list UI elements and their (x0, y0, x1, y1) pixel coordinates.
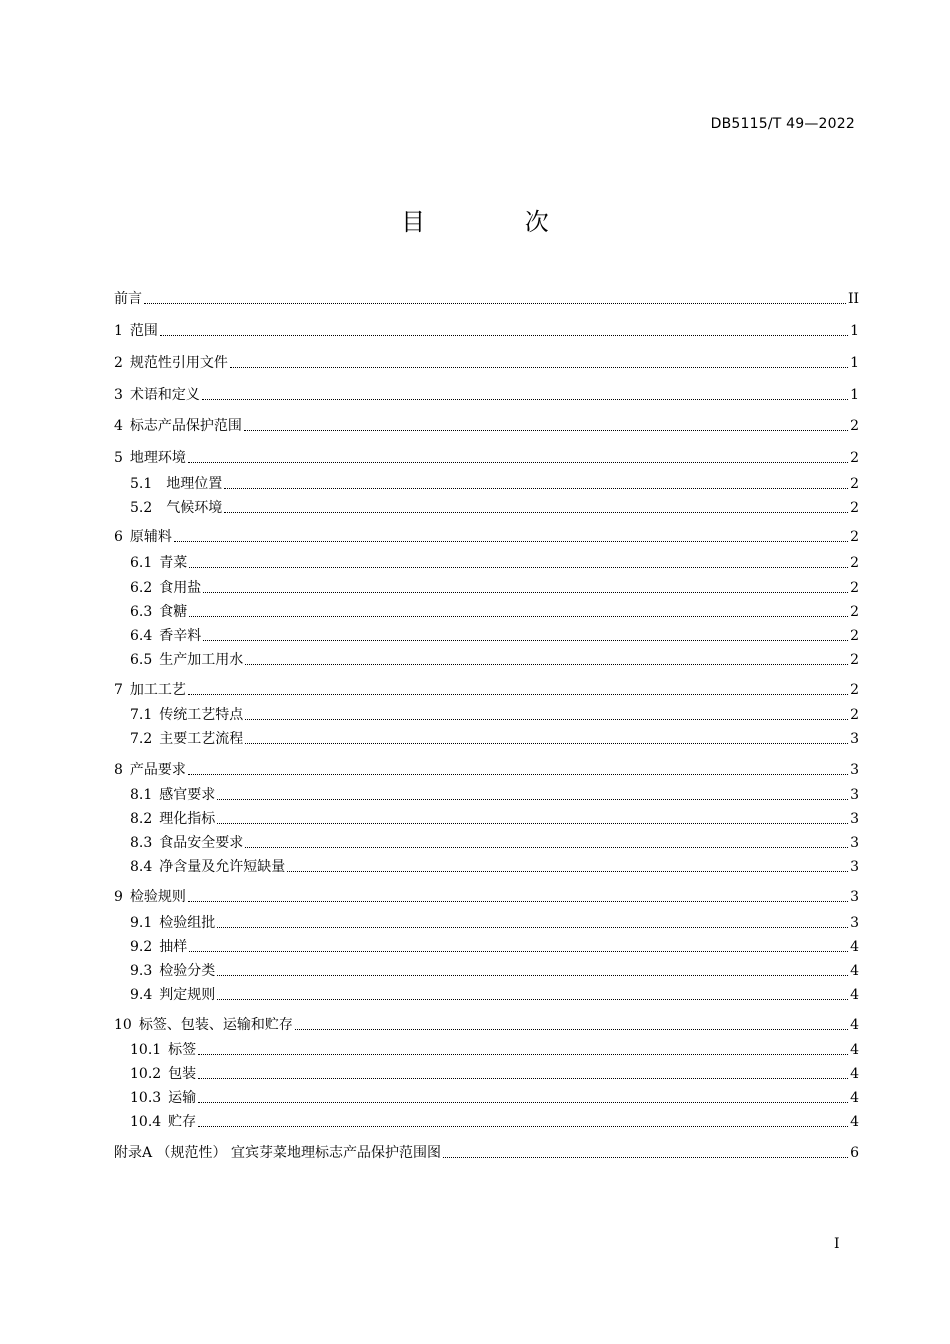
dot-leader (217, 974, 848, 976)
toc-entry-label: 标签 (168, 1042, 197, 1058)
dot-leader (217, 926, 848, 928)
toc-entry[interactable] (130, 857, 859, 877)
toc-entry-title (130, 729, 243, 749)
toc-entry-number: 5.2 (130, 500, 153, 516)
dot-leader (217, 822, 848, 824)
toc-entry-page: 3 (850, 859, 859, 875)
toc-entry[interactable] (114, 1143, 859, 1163)
toc-entry-number: 6.4 (130, 628, 153, 644)
toc-entry-page: 1 (850, 387, 859, 403)
toc-entry[interactable] (130, 474, 859, 494)
document-number: DB5115/T 49—2022 (710, 116, 855, 132)
dot-leader (189, 615, 848, 617)
dot-leader (160, 334, 848, 336)
toc-entry[interactable] (130, 729, 859, 749)
toc-entry-title (114, 289, 142, 309)
toc-entry-title (130, 937, 187, 957)
toc-entry-label: 标志产品保护范围 (129, 418, 242, 434)
toc-entry-page: 3 (850, 787, 859, 803)
toc-entry-page: 4 (850, 939, 859, 955)
dot-leader (202, 398, 848, 400)
toc-entry-page: 2 (850, 682, 859, 698)
dot-leader (144, 302, 846, 304)
toc-entry-title (130, 833, 243, 853)
toc-entry-title (130, 1112, 196, 1132)
dot-leader (443, 1156, 848, 1158)
toc-entry-number: 10.2 (130, 1066, 162, 1082)
toc-entry-label: 生产加工用水 (159, 652, 244, 668)
toc-entry-number: 7.2 (130, 731, 153, 747)
toc-entry-label: 青菜 (159, 555, 188, 571)
toc-entry-number: 10.1 (130, 1042, 162, 1058)
dot-leader (287, 870, 848, 872)
toc-entry-title (114, 385, 200, 405)
toc-entry[interactable] (114, 1015, 859, 1035)
toc-entry[interactable] (130, 1088, 859, 1108)
toc-entry-page: 4 (850, 1042, 859, 1058)
toc-entry-title (130, 626, 201, 646)
toc-entry-label: 检验规则 (129, 889, 186, 905)
toc-entry-page: 4 (850, 963, 859, 979)
toc-entry[interactable] (130, 1112, 859, 1132)
dot-leader (189, 950, 848, 952)
dot-leader (245, 718, 848, 720)
toc-entry[interactable] (130, 913, 859, 933)
toc-entry-number: 5.1 (130, 476, 153, 492)
toc-entry-label: 运输 (168, 1090, 197, 1106)
toc-entry[interactable] (130, 937, 859, 957)
toc-entry-title (130, 602, 187, 622)
toc-entry-label: 感官要求 (159, 787, 216, 803)
dot-leader (244, 429, 848, 431)
toc-entry-label: 加工工艺 (129, 682, 186, 698)
toc-entry-title (130, 498, 222, 518)
toc-entry[interactable] (130, 833, 859, 853)
toc-entry-title (114, 527, 172, 547)
toc-entry-page: 3 (850, 731, 859, 747)
dot-leader (245, 742, 848, 744)
dot-leader (245, 663, 848, 665)
toc-entry-label: 标签、包装、运输和贮存 (138, 1017, 293, 1033)
toc-entry-title (114, 1015, 293, 1035)
toc-entry-page: 4 (850, 1017, 859, 1033)
dot-leader (174, 540, 848, 542)
toc-entry-title (130, 705, 243, 725)
toc-entry-number: 8.3 (130, 835, 153, 851)
toc-entry-number: 4 (114, 418, 123, 434)
dot-leader (188, 693, 848, 695)
toc-entry-title (130, 809, 215, 829)
toc-entry-label: 术语和定义 (129, 387, 200, 403)
toc-entry-number: 6.1 (130, 555, 153, 571)
toc-entry-title (130, 1064, 196, 1084)
dot-leader (203, 591, 848, 593)
toc-entry-label: 理化指标 (159, 811, 216, 827)
toc-entry-title (114, 416, 242, 436)
toc-entry[interactable] (130, 650, 859, 670)
toc-entry-label: 判定规则 (159, 987, 216, 1003)
toc-entry-page: 3 (850, 835, 859, 851)
toc-entry-label: 食用盐 (159, 580, 202, 596)
toc-entry-number: 6.3 (130, 604, 153, 620)
dot-leader (188, 900, 848, 902)
toc-entry-label: 检验组批 (159, 915, 216, 931)
toc-entry-page: 4 (850, 1066, 859, 1082)
toc-entry-title (130, 1040, 196, 1060)
toc-entry[interactable] (114, 416, 859, 436)
toc-entry-label: 前言 (114, 291, 142, 307)
toc-entry[interactable] (114, 527, 859, 547)
toc-entry[interactable] (114, 289, 859, 309)
toc-entry[interactable] (114, 385, 859, 405)
toc-entry-page: 3 (850, 889, 859, 905)
toc-entry-number: 7.1 (130, 707, 153, 723)
toc-entry-number: 9.1 (130, 915, 153, 931)
toc-entry-title (114, 887, 186, 907)
toc-entry[interactable] (130, 809, 859, 829)
toc-entry[interactable] (130, 626, 859, 646)
toc-entry[interactable] (114, 448, 859, 468)
toc-entry[interactable] (130, 578, 859, 598)
toc-entry-page: 3 (850, 811, 859, 827)
toc-entry-number: 9.2 (130, 939, 153, 955)
toc-entry-page: II (847, 291, 859, 307)
toc-entry-title (114, 1143, 441, 1163)
toc-entry-number: 3 (114, 387, 123, 403)
toc-entry-label: 原辅料 (129, 529, 172, 545)
toc-entry-page: 2 (850, 476, 859, 492)
toc-entry[interactable] (130, 1040, 859, 1060)
toc-entry-label: 贮存 (168, 1114, 197, 1130)
toc-entry-label: 附录A （规范性） 宜宾芽菜地理标志产品保护范围图 (114, 1145, 442, 1161)
toc-entry-page: 2 (850, 500, 859, 516)
toc-entry-label: 包装 (168, 1066, 197, 1082)
toc-entry[interactable] (130, 961, 859, 981)
dot-leader (245, 846, 848, 848)
toc-entry[interactable] (130, 1064, 859, 1084)
dot-leader (198, 1125, 848, 1127)
toc-entry-number: 8 (114, 762, 123, 778)
toc-entry-label: 净含量及允许短缺量 (159, 859, 286, 875)
toc-entry-title (114, 321, 158, 341)
dot-leader (295, 1028, 848, 1030)
toc-entry-number: 1 (114, 323, 123, 339)
toc-entry-number: 8.2 (130, 811, 153, 827)
toc-entry-title (130, 553, 187, 573)
toc-entry-title (114, 448, 186, 468)
dot-leader (230, 366, 848, 368)
dot-leader (198, 1053, 848, 1055)
toc-entry[interactable] (130, 785, 859, 805)
toc-entry-label: 范围 (129, 323, 158, 339)
toc-entry-label: 香辛料 (159, 628, 202, 644)
toc-entry-number: 6.2 (130, 580, 153, 596)
toc-entry-label: 食糖 (159, 604, 188, 620)
toc-entry-title (130, 650, 243, 670)
toc-entry-number: 9 (114, 889, 123, 905)
toc-entry-title (130, 578, 201, 598)
dot-leader (224, 511, 848, 513)
toc-entry-page: 2 (850, 529, 859, 545)
toc-entry-label: 检验分类 (159, 963, 216, 979)
toc-entry[interactable] (114, 760, 859, 780)
toc-entry-title (130, 913, 215, 933)
toc-entry-page: 2 (850, 580, 859, 596)
dot-leader (203, 639, 848, 641)
toc-entry-number: 7 (114, 682, 123, 698)
toc-entry-label: 产品要求 (129, 762, 186, 778)
dot-leader (217, 998, 848, 1000)
toc-entry-page: 6 (850, 1145, 859, 1161)
toc-entry[interactable] (130, 602, 859, 622)
toc-entry-page: 2 (850, 555, 859, 571)
toc-entry-label: 主要工艺流程 (159, 731, 244, 747)
toc-entry-title (130, 1088, 196, 1108)
toc-entry-number: 9.3 (130, 963, 153, 979)
toc-entry-label: 规范性引用文件 (129, 355, 228, 371)
toc-entry-page: 4 (850, 987, 859, 1003)
toc-entry-title (130, 474, 222, 494)
toc-entry-number: 6 (114, 529, 123, 545)
toc-entry-page: 4 (850, 1114, 859, 1130)
dot-leader (224, 487, 848, 489)
dot-leader (198, 1101, 848, 1103)
toc-entry-label: 食品安全要求 (159, 835, 244, 851)
toc-entry-page: 2 (850, 652, 859, 668)
toc-entry[interactable] (130, 498, 859, 518)
dot-leader (189, 566, 848, 568)
toc-entry-number: 10 (114, 1017, 132, 1033)
toc-entry[interactable] (114, 321, 859, 341)
toc-entry-page: 2 (850, 418, 859, 434)
dot-leader (188, 773, 848, 775)
toc-entry-number: 8.1 (130, 787, 153, 803)
toc-entry-number: 6.5 (130, 652, 153, 668)
toc-entry-page: 2 (850, 450, 859, 466)
dot-leader (198, 1077, 848, 1079)
toc-entry-title (130, 961, 215, 981)
toc-entry-number: 10.4 (130, 1114, 162, 1130)
toc-entry-label: 抽样 (159, 939, 188, 955)
toc-entry-label: 传统工艺特点 (159, 707, 244, 723)
toc-entry-number: 8.4 (130, 859, 153, 875)
toc-entry-page: 2 (850, 604, 859, 620)
toc-entry-page: 1 (850, 355, 859, 371)
dot-leader (188, 461, 848, 463)
toc-entry-number: 5 (114, 450, 123, 466)
toc-entry[interactable] (130, 705, 859, 725)
toc-entry-title (130, 985, 215, 1005)
toc-entry-title (114, 680, 186, 700)
toc-entry-number: 2 (114, 355, 123, 371)
toc-entry[interactable] (114, 887, 859, 907)
toc-entry-label: 地理环境 (129, 450, 186, 466)
toc-entry-label: 气候环境 (166, 500, 223, 516)
toc-entry-title (114, 353, 228, 373)
dot-leader (217, 798, 848, 800)
toc-entry-number: 10.3 (130, 1090, 162, 1106)
toc-entry-page: 2 (850, 707, 859, 723)
toc-entry[interactable] (114, 680, 859, 700)
toc-entry-page: 4 (850, 1090, 859, 1106)
toc-entry-page: 3 (850, 915, 859, 931)
toc-entry[interactable] (114, 353, 859, 373)
page-number: I (834, 1236, 840, 1252)
toc-entry-title (114, 760, 186, 780)
page-title: 目 次 (401, 208, 595, 236)
toc-entry-label: 地理位置 (166, 476, 223, 492)
toc-entry-page: 1 (850, 323, 859, 339)
toc-entry-title (130, 857, 285, 877)
toc-entry[interactable] (130, 553, 859, 573)
toc-entry-page: 2 (850, 628, 859, 644)
toc-entry[interactable] (130, 985, 859, 1005)
toc-entry-title (130, 785, 215, 805)
toc-entry-page: 3 (850, 762, 859, 778)
toc-entry-number: 9.4 (130, 987, 153, 1003)
